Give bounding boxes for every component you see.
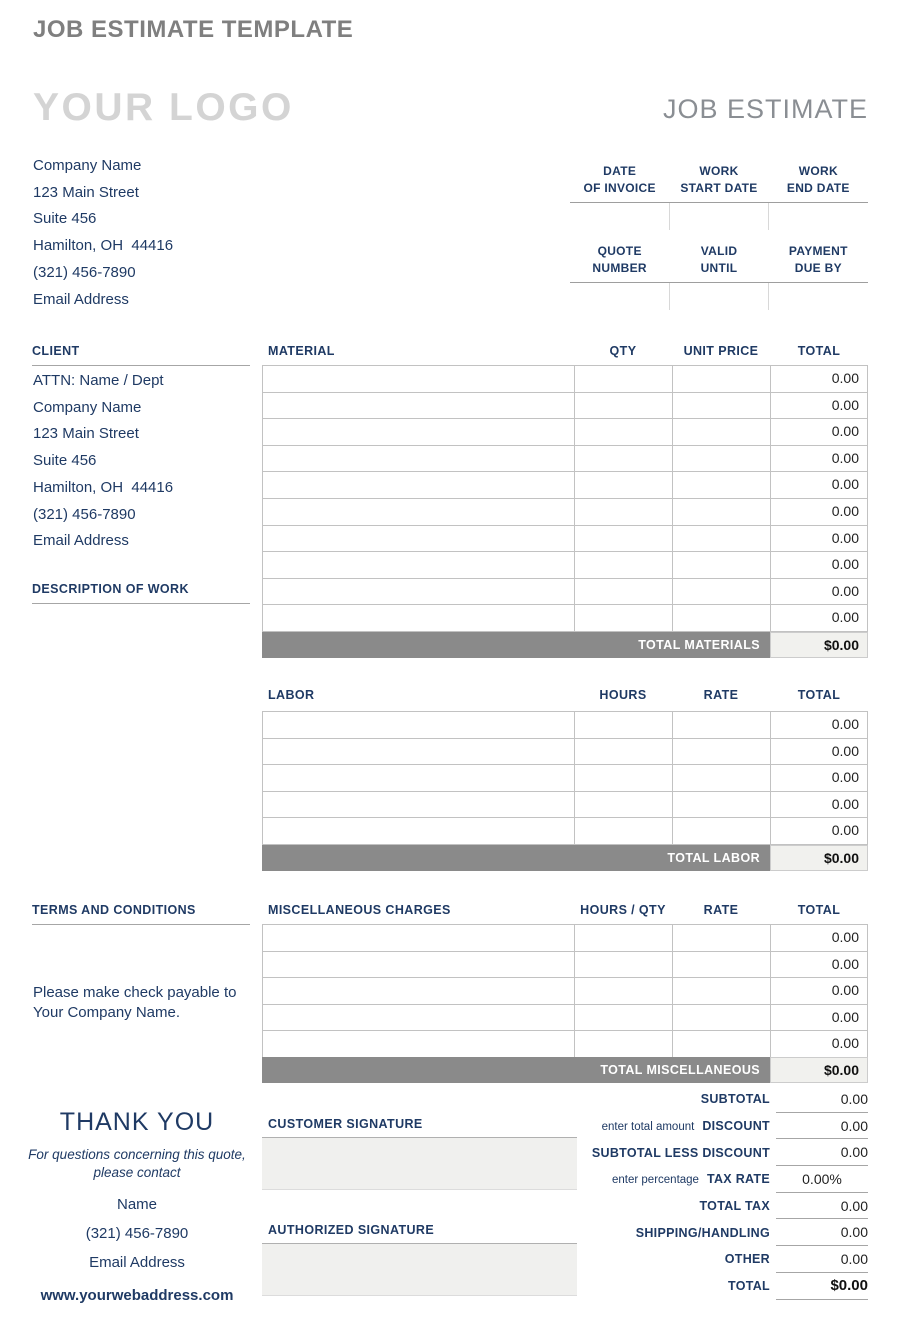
meta-fields-row2 xyxy=(570,238,868,310)
material-total-cell: 0.00 xyxy=(770,552,867,578)
client-name: Company Name xyxy=(33,398,142,416)
total-miscellaneous-row xyxy=(262,1057,868,1083)
materials-table xyxy=(262,365,868,632)
material-unit-price-cell[interactable] xyxy=(672,605,770,631)
valid-until-input[interactable] xyxy=(669,283,769,310)
description-of-work-heading: DESCRIPTION OF WORK xyxy=(32,582,250,604)
labor-rate-cell[interactable] xyxy=(672,739,770,765)
material-qty-cell[interactable] xyxy=(574,419,672,445)
grand-total-value: $0.00 xyxy=(776,1273,868,1300)
client-email: Email Address xyxy=(33,532,129,550)
work-end-date-input[interactable] xyxy=(768,203,868,230)
misc-rate-cell[interactable] xyxy=(672,925,770,951)
misc-total-cell: 0.00 xyxy=(770,925,867,951)
material-description-cell[interactable] xyxy=(263,579,574,605)
label-quote-number: QUOTE NUMBER xyxy=(592,244,647,275)
misc-heading: MISCELLANEOUS CHARGES xyxy=(268,903,451,917)
quote-number-input[interactable] xyxy=(570,283,669,310)
total-tax-row xyxy=(262,1193,868,1220)
material-qty-cell[interactable] xyxy=(574,366,672,392)
company-city: Hamilton, OH 44416 xyxy=(33,237,174,255)
misc-row xyxy=(263,925,867,951)
material-row xyxy=(263,525,867,552)
label-valid-until: VALID UNTIL xyxy=(700,244,738,275)
labor-description-cell[interactable] xyxy=(263,792,574,818)
labor-hours-cell[interactable] xyxy=(574,739,672,765)
thank-you-title: THANK YOU xyxy=(59,1108,215,1136)
material-qty-cell[interactable] xyxy=(574,579,672,605)
material-description-cell[interactable] xyxy=(263,366,574,392)
company-email: Email Address xyxy=(33,290,129,308)
client-city: Hamilton, OH 44416 xyxy=(33,478,174,496)
discount-hint: enter total amount xyxy=(601,1121,695,1134)
other-value[interactable]: 0.00 xyxy=(776,1246,868,1273)
discount-input[interactable]: 0.00 xyxy=(776,1113,868,1140)
labor-col-rate: RATE xyxy=(703,688,739,702)
total-materials-row xyxy=(262,632,868,658)
material-unit-price-cell[interactable] xyxy=(672,552,770,578)
material-description-cell[interactable] xyxy=(263,472,574,498)
material-row xyxy=(263,578,867,605)
labor-hours-cell[interactable] xyxy=(574,712,672,738)
customer-signature-label: CUSTOMER SIGNATURE xyxy=(262,1117,577,1138)
material-row xyxy=(263,392,867,419)
other-label: OTHER xyxy=(724,1252,770,1267)
labor-col-total: TOTAL xyxy=(797,688,841,702)
materials-col-qty: QTY xyxy=(609,344,637,358)
material-total-cell: 0.00 xyxy=(770,605,867,631)
material-row xyxy=(263,418,867,445)
company-info-block xyxy=(33,153,173,313)
material-qty-cell[interactable] xyxy=(574,526,672,552)
misc-table xyxy=(262,924,868,1058)
materials-col-unit-price: UNIT PRICE xyxy=(683,344,759,358)
company-address2: Suite 456 xyxy=(33,210,97,228)
labor-hours-cell[interactable] xyxy=(574,765,672,791)
company-address1: 123 Main Street xyxy=(33,183,139,201)
misc-description-cell[interactable] xyxy=(263,925,574,951)
material-row xyxy=(263,445,867,472)
material-unit-price-cell[interactable] xyxy=(672,472,770,498)
misc-total-cell: 0.00 xyxy=(770,1031,867,1057)
material-description-cell[interactable] xyxy=(263,552,574,578)
label-payment-due-by: PAYMENT DUE BY xyxy=(788,244,848,275)
subtotal-value: 0.00 xyxy=(776,1086,868,1113)
labor-table xyxy=(262,711,868,845)
payment-due-by-input[interactable] xyxy=(768,283,868,310)
misc-hours-qty-cell[interactable] xyxy=(574,1005,672,1031)
labor-rate-cell[interactable] xyxy=(672,765,770,791)
material-qty-cell[interactable] xyxy=(574,605,672,631)
misc-rate-cell[interactable] xyxy=(672,952,770,978)
material-description-cell[interactable] xyxy=(263,605,574,631)
labor-hours-cell[interactable] xyxy=(574,818,672,844)
subtotal-less-discount-label: SUBTOTAL LESS DISCOUNT xyxy=(591,1145,770,1160)
logo-placeholder: YOUR LOGO xyxy=(33,86,294,129)
labor-description-cell[interactable] xyxy=(263,818,574,844)
client-info-block xyxy=(33,368,173,555)
misc-row xyxy=(263,1030,867,1057)
total-tax-label: TOTAL TAX xyxy=(699,1199,770,1214)
misc-row xyxy=(263,951,867,978)
material-total-cell: 0.00 xyxy=(770,419,867,445)
labor-table-header xyxy=(262,688,868,702)
tax-rate-input[interactable]: 0.00% xyxy=(776,1166,868,1193)
tax-rate-label: TAX RATE xyxy=(706,1172,770,1187)
authorized-signature-block xyxy=(262,1223,577,1296)
contact-phone: (321) 456-7890 xyxy=(85,1225,189,1242)
material-row xyxy=(263,366,867,392)
client-attn: ATTN: Name / Dept xyxy=(33,372,164,389)
work-start-date-input[interactable] xyxy=(669,203,769,230)
label-work-start-date: WORK START DATE xyxy=(680,164,758,195)
meta-fields-row1 xyxy=(570,158,868,230)
client-address2: Suite 456 xyxy=(33,452,97,470)
client-phone: (321) 456-7890 xyxy=(33,505,136,523)
material-total-cell: 0.00 xyxy=(770,446,867,472)
label-date-of-invoice: DATE OF INVOICE xyxy=(583,164,656,195)
subtotal-row xyxy=(262,1086,868,1113)
client-address1: 123 Main Street xyxy=(33,425,139,443)
material-unit-price-cell[interactable] xyxy=(672,419,770,445)
discount-label: DISCOUNT xyxy=(702,1119,770,1134)
material-qty-cell[interactable] xyxy=(574,552,672,578)
grand-total-label: TOTAL xyxy=(727,1279,770,1294)
labor-row xyxy=(263,791,867,818)
material-row xyxy=(263,471,867,498)
material-total-cell: 0.00 xyxy=(770,579,867,605)
website-url: www.yourwebaddress.com xyxy=(40,1287,234,1304)
misc-row xyxy=(263,1004,867,1031)
client-heading: CLIENT xyxy=(32,344,250,366)
misc-rate-cell[interactable] xyxy=(672,1031,770,1057)
total-miscellaneous-label: TOTAL MISCELLANEOUS xyxy=(262,1057,770,1083)
labor-description-cell[interactable] xyxy=(263,739,574,765)
total-labor-value: $0.00 xyxy=(770,845,868,871)
document-title: JOB ESTIMATE xyxy=(662,94,868,124)
material-qty-cell[interactable] xyxy=(574,499,672,525)
material-qty-cell[interactable] xyxy=(574,393,672,419)
labor-row xyxy=(263,817,867,844)
material-description-cell[interactable] xyxy=(263,419,574,445)
misc-description-cell[interactable] xyxy=(263,952,574,978)
company-phone: (321) 456-7890 xyxy=(33,263,136,281)
material-row xyxy=(263,498,867,525)
labor-total-cell: 0.00 xyxy=(770,818,867,844)
labor-total-cell: 0.00 xyxy=(770,739,867,765)
shipping-handling-label: SHIPPING/HANDLING xyxy=(635,1225,770,1240)
thank-you-block xyxy=(18,1108,256,1304)
labor-heading: LABOR xyxy=(268,688,315,702)
material-unit-price-cell[interactable] xyxy=(672,579,770,605)
total-materials-label: TOTAL MATERIALS xyxy=(262,632,770,658)
material-total-cell: 0.00 xyxy=(770,526,867,552)
material-qty-cell[interactable] xyxy=(574,446,672,472)
terms-text: Please make check payable to Your Company Name. xyxy=(33,984,237,1021)
customer-signature-block xyxy=(262,1117,577,1190)
subtotal-label: SUBTOTAL xyxy=(700,1092,770,1107)
tax-rate-hint: enter percentage xyxy=(612,1174,699,1187)
page-title: JOB ESTIMATE TEMPLATE xyxy=(33,16,354,43)
misc-hours-qty-cell[interactable] xyxy=(574,1031,672,1057)
materials-table-header xyxy=(262,344,868,358)
misc-description-cell[interactable] xyxy=(263,978,574,1004)
labor-total-cell: 0.00 xyxy=(770,712,867,738)
labor-col-hours: HOURS xyxy=(599,688,647,702)
material-total-cell: 0.00 xyxy=(770,393,867,419)
labor-rate-cell[interactable] xyxy=(672,818,770,844)
authorized-signature-label: AUTHORIZED SIGNATURE xyxy=(262,1223,577,1244)
misc-col-total: TOTAL xyxy=(797,903,841,917)
labor-row xyxy=(263,712,867,738)
labor-total-cell: 0.00 xyxy=(770,765,867,791)
labor-rate-cell[interactable] xyxy=(672,712,770,738)
misc-table-header xyxy=(262,903,868,917)
misc-description-cell[interactable] xyxy=(263,1031,574,1057)
materials-col-total: TOTAL xyxy=(797,344,841,358)
labor-row xyxy=(263,738,867,765)
total-labor-row xyxy=(262,845,868,871)
material-unit-price-cell[interactable] xyxy=(672,499,770,525)
company-name: Company Name xyxy=(33,157,142,174)
misc-total-cell: 0.00 xyxy=(770,1005,867,1031)
material-row xyxy=(263,551,867,578)
date-of-invoice-input[interactable] xyxy=(570,203,669,230)
materials-heading: MATERIAL xyxy=(268,344,335,358)
material-unit-price-cell[interactable] xyxy=(672,526,770,552)
misc-col-hours-qty: HOURS / QTY xyxy=(580,903,666,917)
material-row xyxy=(263,604,867,631)
total-tax-value: 0.00 xyxy=(776,1193,868,1220)
material-description-cell[interactable] xyxy=(263,499,574,525)
material-description-cell[interactable] xyxy=(263,526,574,552)
material-total-cell: 0.00 xyxy=(770,472,867,498)
labor-row xyxy=(263,764,867,791)
shipping-handling-value[interactable]: 0.00 xyxy=(776,1219,868,1246)
labor-rate-cell[interactable] xyxy=(672,792,770,818)
labor-hours-cell[interactable] xyxy=(574,792,672,818)
contact-email: Email Address xyxy=(89,1254,185,1271)
misc-rate-cell[interactable] xyxy=(672,1005,770,1031)
authorized-signature-box[interactable] xyxy=(262,1244,577,1296)
misc-description-cell[interactable] xyxy=(263,1005,574,1031)
misc-col-rate: RATE xyxy=(703,903,739,917)
misc-hours-qty-cell[interactable] xyxy=(574,925,672,951)
material-total-cell: 0.00 xyxy=(770,366,867,392)
contact-name: Name xyxy=(116,1196,157,1213)
material-unit-price-cell[interactable] xyxy=(672,366,770,392)
labor-description-cell[interactable] xyxy=(263,765,574,791)
total-miscellaneous-value: $0.00 xyxy=(770,1057,868,1083)
misc-total-cell: 0.00 xyxy=(770,978,867,1004)
material-description-cell[interactable] xyxy=(263,446,574,472)
total-materials-value: $0.00 xyxy=(770,632,868,658)
thank-you-note: For questions concerning this quote, please contact xyxy=(28,1147,246,1180)
total-labor-label: TOTAL LABOR xyxy=(262,845,770,871)
misc-rate-cell[interactable] xyxy=(672,978,770,1004)
misc-row xyxy=(263,977,867,1004)
customer-signature-box[interactable] xyxy=(262,1138,577,1190)
material-qty-cell[interactable] xyxy=(574,472,672,498)
misc-hours-qty-cell[interactable] xyxy=(574,978,672,1004)
material-total-cell: 0.00 xyxy=(770,499,867,525)
label-work-end-date: WORK END DATE xyxy=(786,164,850,195)
subtotal-less-discount-value: 0.00 xyxy=(776,1139,868,1166)
labor-total-cell: 0.00 xyxy=(770,792,867,818)
misc-total-cell: 0.00 xyxy=(770,952,867,978)
labor-description-cell[interactable] xyxy=(263,712,574,738)
misc-hours-qty-cell[interactable] xyxy=(574,952,672,978)
material-description-cell[interactable] xyxy=(263,393,574,419)
terms-heading: TERMS AND CONDITIONS xyxy=(32,903,250,925)
material-unit-price-cell[interactable] xyxy=(672,446,770,472)
material-unit-price-cell[interactable] xyxy=(672,393,770,419)
